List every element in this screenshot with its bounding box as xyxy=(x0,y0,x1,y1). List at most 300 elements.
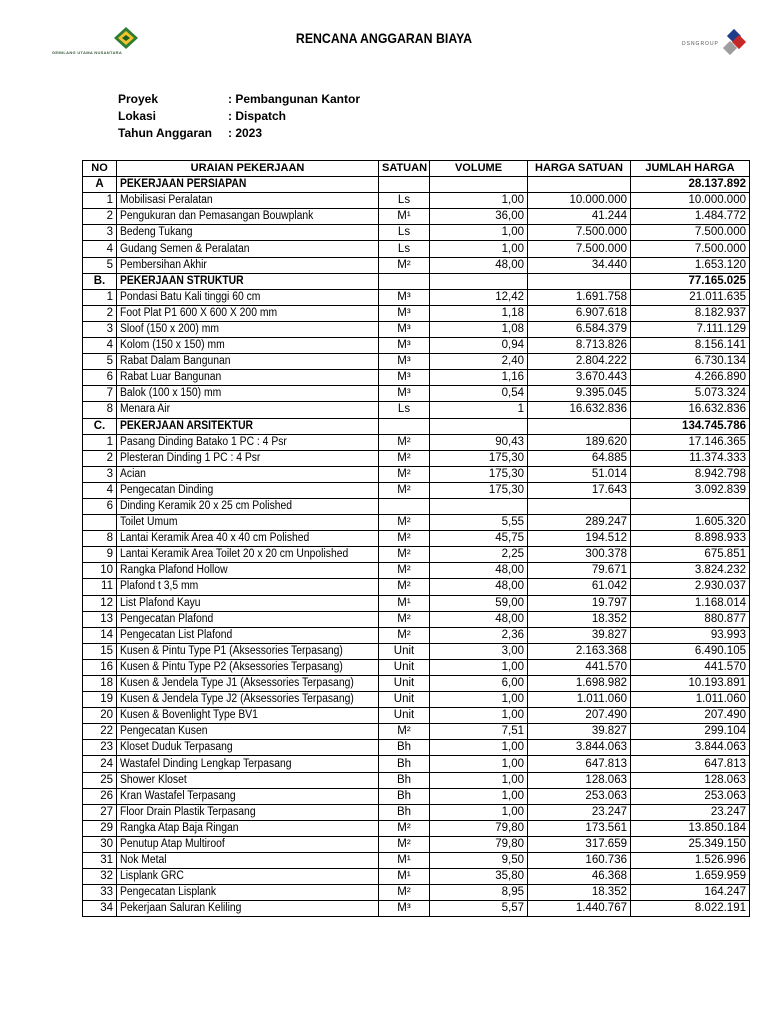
description-text: List Plafond Kayu xyxy=(120,596,201,609)
cell-volume: 1,00 xyxy=(430,804,528,820)
info-row-project xyxy=(118,91,360,108)
table-row xyxy=(83,531,750,547)
info-row-year xyxy=(118,125,360,142)
cell-no: 12 xyxy=(83,595,117,611)
cell-no: 29 xyxy=(83,820,117,836)
cell-total-price: 4.266.890 xyxy=(631,370,750,386)
cell-unit-price: 289.247 xyxy=(528,515,631,531)
cell-total-price: 3.824.232 xyxy=(631,563,750,579)
info-value: : Pembangunan Kantor xyxy=(228,92,361,106)
cell-volume xyxy=(430,418,528,434)
cell-unit-price: 1.691.758 xyxy=(528,289,631,305)
cell-no: 1 xyxy=(83,193,117,209)
budget-table xyxy=(82,160,750,917)
cell-unit-price: 1.698.982 xyxy=(528,676,631,692)
cell-unit-price: 207.490 xyxy=(528,708,631,724)
cell-unit-price: 41.244 xyxy=(528,209,631,225)
cell-volume: 48,00 xyxy=(430,257,528,273)
table-row xyxy=(83,370,750,386)
cell-total-price: 1.526.996 xyxy=(631,853,750,869)
cell-volume: 1,18 xyxy=(430,305,528,321)
description-text: Rangka Atap Baja Ringan xyxy=(120,821,239,834)
cell-description xyxy=(117,498,379,514)
table-row xyxy=(83,225,750,241)
cell-no: 1 xyxy=(83,289,117,305)
cell-volume: 90,43 xyxy=(430,434,528,450)
cell-total-price: 253.063 xyxy=(631,788,750,804)
table-row xyxy=(83,515,750,531)
description-text: Kloset Duduk Terpasang xyxy=(120,741,233,754)
cell-description xyxy=(117,885,379,901)
description-text: Kusen & Jendela Type J1 (Aksessories Terpasang) xyxy=(120,677,354,690)
cell-no: A xyxy=(83,177,117,193)
cell-description xyxy=(117,627,379,643)
cell-unit-price: 64.885 xyxy=(528,450,631,466)
cell-no: 7 xyxy=(83,386,117,402)
cell-unit-price: 173.561 xyxy=(528,820,631,836)
cell-unit: Ls xyxy=(379,402,430,418)
section-row xyxy=(83,273,750,289)
cell-description xyxy=(117,338,379,354)
cell-total-price: 10.193.891 xyxy=(631,676,750,692)
cell-volume: 1,00 xyxy=(430,788,528,804)
cell-unit-price: 253.063 xyxy=(528,788,631,804)
cell-description xyxy=(117,402,379,418)
cell-total-price: 2.930.037 xyxy=(631,579,750,595)
cell-total-price: 880.877 xyxy=(631,611,750,627)
cell-description xyxy=(117,418,379,434)
cell-no: 4 xyxy=(83,338,117,354)
cell-unit: M¹ xyxy=(379,869,430,885)
cell-unit: Ls xyxy=(379,225,430,241)
cell-volume: 2,40 xyxy=(430,354,528,370)
cell-unit-price: 3.844.063 xyxy=(528,740,631,756)
cell-unit: Bh xyxy=(379,788,430,804)
cell-total-price: 128.063 xyxy=(631,772,750,788)
column-header-total-price: JUMLAH HARGA xyxy=(631,161,750,177)
cell-total-price: 1.653.120 xyxy=(631,257,750,273)
cell-unit: M² xyxy=(379,627,430,643)
table-row xyxy=(83,354,750,370)
cell-volume: 1,00 xyxy=(430,708,528,724)
cell-unit: M² xyxy=(379,515,430,531)
cell-volume: 1,16 xyxy=(430,370,528,386)
description-text: Dinding Keramik 20 x 25 cm Polished xyxy=(120,500,293,513)
cell-unit-price: 17.643 xyxy=(528,482,631,498)
table-row xyxy=(83,853,750,869)
cell-unit: M² xyxy=(379,836,430,852)
description-text: Pengecatan Dinding xyxy=(120,483,214,496)
cell-volume: 1,00 xyxy=(430,756,528,772)
cell-description xyxy=(117,659,379,675)
cell-unit-price: 1.440.767 xyxy=(528,901,631,917)
cell-unit: M² xyxy=(379,450,430,466)
cell-no: 5 xyxy=(83,354,117,370)
table-row xyxy=(83,466,750,482)
cell-volume: 3,00 xyxy=(430,643,528,659)
cell-description xyxy=(117,225,379,241)
cell-total-price: 299.104 xyxy=(631,724,750,740)
cell-unit-price: 9.395.045 xyxy=(528,386,631,402)
cell-no: 20 xyxy=(83,708,117,724)
description-text: Toilet Umum xyxy=(120,516,178,529)
table-row xyxy=(83,305,750,321)
cell-volume xyxy=(430,273,528,289)
table-row xyxy=(83,659,750,675)
description-text: PEKERJAAN ARSITEKTUR xyxy=(120,419,254,432)
cell-no: 22 xyxy=(83,724,117,740)
cell-volume: 79,80 xyxy=(430,836,528,852)
cell-total-price: 6.490.105 xyxy=(631,643,750,659)
cell-description xyxy=(117,724,379,740)
cell-description xyxy=(117,305,379,321)
description-text: Penutup Atap Multiroof xyxy=(120,837,225,850)
cell-volume: 2,25 xyxy=(430,547,528,563)
cell-total-price: 21.011.635 xyxy=(631,289,750,305)
cell-no: 19 xyxy=(83,692,117,708)
cell-description xyxy=(117,772,379,788)
cell-no: 13 xyxy=(83,611,117,627)
description-text: Wastafel Dinding Lengkap Terpasang xyxy=(120,757,292,770)
table-row xyxy=(83,756,750,772)
cell-volume: 0,94 xyxy=(430,338,528,354)
cell-volume: 5,55 xyxy=(430,515,528,531)
description-text: Foot Plat P1 600 X 600 X 200 mm xyxy=(120,306,278,319)
cell-unit: M² xyxy=(379,563,430,579)
table-row xyxy=(83,901,750,917)
cell-unit-price: 194.512 xyxy=(528,531,631,547)
cell-unit-price: 6.584.379 xyxy=(528,321,631,337)
cell-unit: M² xyxy=(379,482,430,498)
cell-unit-price: 317.659 xyxy=(528,836,631,852)
cell-unit-price: 2.804.222 xyxy=(528,354,631,370)
description-text: Rabat Dalam Bangunan xyxy=(120,355,231,368)
cell-unit: M¹ xyxy=(379,595,430,611)
info-value: : 2023 xyxy=(228,126,263,140)
cell-total-price: 134.745.786 xyxy=(631,418,750,434)
cell-description xyxy=(117,788,379,804)
cell-unit xyxy=(379,418,430,434)
cell-total-price: 8.942.798 xyxy=(631,466,750,482)
cell-description xyxy=(117,273,379,289)
description-text: Menara Air xyxy=(120,403,171,416)
cell-description xyxy=(117,193,379,209)
cell-unit: M³ xyxy=(379,305,430,321)
cell-volume: 45,75 xyxy=(430,531,528,547)
cell-no: 15 xyxy=(83,643,117,659)
column-header-description: URAIAN PEKERJAAN xyxy=(117,161,379,177)
cell-unit-price: 3.670.443 xyxy=(528,370,631,386)
cell-unit: M³ xyxy=(379,370,430,386)
cell-total-price: 8.898.933 xyxy=(631,531,750,547)
table-row xyxy=(83,338,750,354)
table-row xyxy=(83,289,750,305)
cell-no: 8 xyxy=(83,402,117,418)
cell-unit-price xyxy=(528,418,631,434)
description-text: Mobilisasi Peralatan xyxy=(120,194,213,207)
cell-no: 11 xyxy=(83,579,117,595)
cell-volume: 48,00 xyxy=(430,563,528,579)
description-text: Pengecatan Lisplank xyxy=(120,886,217,899)
cell-unit: M³ xyxy=(379,901,430,917)
cell-description xyxy=(117,611,379,627)
description-text: Pasang Dinding Batako 1 PC : 4 Psr xyxy=(120,435,287,448)
description-text: Kusen & Jendela Type J2 (Aksessories Terpasang) xyxy=(120,693,354,706)
cell-unit: Unit xyxy=(379,676,430,692)
cell-volume: 1,00 xyxy=(430,692,528,708)
table-row xyxy=(83,740,750,756)
cell-description xyxy=(117,869,379,885)
cell-unit-price: 7.500.000 xyxy=(528,225,631,241)
company-logo-right xyxy=(676,28,748,68)
table-row xyxy=(83,724,750,740)
cell-unit-price: 189.620 xyxy=(528,434,631,450)
cell-total-price: 93.993 xyxy=(631,627,750,643)
cell-total-price: 1.011.060 xyxy=(631,692,750,708)
cell-volume: 36,00 xyxy=(430,209,528,225)
cell-unit-price: 19.797 xyxy=(528,595,631,611)
info-label: Lokasi xyxy=(118,109,157,123)
description-text: Pengukuran dan Pemasangan Bouwplank xyxy=(120,210,314,223)
cell-no: 1 xyxy=(83,434,117,450)
cell-total-price: 5.073.324 xyxy=(631,386,750,402)
cell-total-price: 1.605.320 xyxy=(631,515,750,531)
cell-total-price: 8.156.141 xyxy=(631,338,750,354)
cell-volume: 1,00 xyxy=(430,225,528,241)
cell-description xyxy=(117,756,379,772)
cell-unit: M³ xyxy=(379,321,430,337)
cell-volume xyxy=(430,498,528,514)
cell-no: 33 xyxy=(83,885,117,901)
cell-unit: Bh xyxy=(379,772,430,788)
description-text: Pondasi Batu Kali tinggi 60 cm xyxy=(120,290,261,303)
cell-total-price: 8.022.191 xyxy=(631,901,750,917)
cell-unit: M² xyxy=(379,257,430,273)
cell-no: 5 xyxy=(83,257,117,273)
cell-unit: Unit xyxy=(379,659,430,675)
cell-no: 2 xyxy=(83,450,117,466)
cell-unit: M² xyxy=(379,611,430,627)
table-body xyxy=(83,177,750,917)
description-text: Nok Metal xyxy=(120,854,167,867)
cell-unit-price xyxy=(528,498,631,514)
cell-volume: 8,95 xyxy=(430,885,528,901)
cell-volume: 1,08 xyxy=(430,321,528,337)
cell-unit-price: 300.378 xyxy=(528,547,631,563)
cell-total-price: 16.632.836 xyxy=(631,402,750,418)
cell-no: 3 xyxy=(83,225,117,241)
description-text: Sloof (150 x 200) mm xyxy=(120,322,219,335)
cell-no: 2 xyxy=(83,209,117,225)
cell-description xyxy=(117,531,379,547)
table-row xyxy=(83,820,750,836)
cell-total-price: 23.247 xyxy=(631,804,750,820)
cell-volume: 48,00 xyxy=(430,611,528,627)
cell-no: 30 xyxy=(83,836,117,852)
cell-volume: 175,30 xyxy=(430,466,528,482)
cell-unit: M² xyxy=(379,820,430,836)
description-text: Bedeng Tukang xyxy=(120,226,193,239)
cell-no: 6 xyxy=(83,498,117,514)
table-row xyxy=(83,386,750,402)
cell-unit-price: 61.042 xyxy=(528,579,631,595)
cell-description xyxy=(117,370,379,386)
cell-no: 4 xyxy=(83,241,117,257)
cell-unit xyxy=(379,177,430,193)
page-title: RENCANA ANGGARAN BIAYA xyxy=(295,30,473,46)
cell-volume: 1,00 xyxy=(430,241,528,257)
description-text: PEKERJAAN STRUKTUR xyxy=(120,274,244,287)
logo-right-caption: DSNGROUP xyxy=(682,41,719,47)
description-text: PEKERJAAN PERSIAPAN xyxy=(120,178,247,191)
cell-total-price: 7.500.000 xyxy=(631,241,750,257)
cell-total-price: 1.659.959 xyxy=(631,869,750,885)
cell-no: 2 xyxy=(83,305,117,321)
cell-no: 31 xyxy=(83,853,117,869)
description-text: Plesteran Dinding 1 PC : 4 Psr xyxy=(120,451,261,464)
cell-description xyxy=(117,820,379,836)
column-header-volume: VOLUME xyxy=(430,161,528,177)
table-row xyxy=(83,402,750,418)
table-row xyxy=(83,772,750,788)
cell-total-price: 441.570 xyxy=(631,659,750,675)
cell-description xyxy=(117,595,379,611)
table-row xyxy=(83,563,750,579)
cell-unit-price: 46.368 xyxy=(528,869,631,885)
description-text: Shower Kloset xyxy=(120,773,187,786)
cell-description xyxy=(117,563,379,579)
cell-description xyxy=(117,804,379,820)
cell-description xyxy=(117,177,379,193)
cell-volume: 1,00 xyxy=(430,193,528,209)
table-row xyxy=(83,788,750,804)
cell-volume: 1,00 xyxy=(430,772,528,788)
description-text: Balok (100 x 150) mm xyxy=(120,387,222,400)
cell-unit-price: 160.736 xyxy=(528,853,631,869)
cell-description xyxy=(117,836,379,852)
table-row xyxy=(83,676,750,692)
description-text: Pembersihan Akhir xyxy=(120,258,207,271)
description-text: Pekerjaan Saluran Keliling xyxy=(120,902,242,915)
table-header-row xyxy=(83,161,750,177)
cell-total-price: 7.500.000 xyxy=(631,225,750,241)
cell-no: 9 xyxy=(83,547,117,563)
description-text: Lantai Keramik Area Toilet 20 x 20 cm Unpolished xyxy=(120,548,349,561)
cell-unit: Unit xyxy=(379,692,430,708)
description-text: Pengecatan Kusen xyxy=(120,725,208,738)
description-text: Pengecatan Plafond xyxy=(120,612,214,625)
cell-total-price: 7.111.129 xyxy=(631,321,750,337)
cell-no: 16 xyxy=(83,659,117,675)
cell-unit: Bh xyxy=(379,804,430,820)
description-text: Acian xyxy=(120,467,146,480)
cell-description xyxy=(117,643,379,659)
column-header-unit: SATUAN xyxy=(379,161,430,177)
cell-total-price: 10.000.000 xyxy=(631,193,750,209)
cell-unit-price: 16.632.836 xyxy=(528,402,631,418)
cell-unit-price: 79.671 xyxy=(528,563,631,579)
cell-unit: Unit xyxy=(379,708,430,724)
info-label: Proyek xyxy=(118,92,159,106)
cell-unit-price: 18.352 xyxy=(528,885,631,901)
cell-unit xyxy=(379,498,430,514)
cell-description xyxy=(117,354,379,370)
cell-unit: M² xyxy=(379,531,430,547)
cell-volume: 175,30 xyxy=(430,482,528,498)
cell-unit: M² xyxy=(379,885,430,901)
cell-total-price: 1.168.014 xyxy=(631,595,750,611)
cell-unit xyxy=(379,273,430,289)
info-row-location xyxy=(118,108,360,125)
cell-no xyxy=(83,515,117,531)
cell-no: 8 xyxy=(83,531,117,547)
description-text: Kolom (150 x 150) mm xyxy=(120,339,225,352)
cell-volume: 59,00 xyxy=(430,595,528,611)
cell-unit-price: 128.063 xyxy=(528,772,631,788)
cell-unit-price xyxy=(528,273,631,289)
cell-unit: M² xyxy=(379,547,430,563)
cell-description xyxy=(117,547,379,563)
description-text: Kusen & Pintu Type P1 (Aksessories Terpasang) xyxy=(120,644,343,657)
description-text: Gudang Semen & Peralatan xyxy=(120,242,250,255)
cell-unit: M³ xyxy=(379,354,430,370)
cell-unit-price: 39.827 xyxy=(528,627,631,643)
cell-no: 3 xyxy=(83,321,117,337)
cell-total-price: 675.851 xyxy=(631,547,750,563)
cell-total-price: 17.146.365 xyxy=(631,434,750,450)
table-row xyxy=(83,321,750,337)
cell-description xyxy=(117,579,379,595)
info-value: : Dispatch xyxy=(228,109,287,123)
cell-volume: 1,00 xyxy=(430,659,528,675)
cell-volume: 0,54 xyxy=(430,386,528,402)
cell-unit: M² xyxy=(379,434,430,450)
cell-description xyxy=(117,321,379,337)
cell-no: 32 xyxy=(83,869,117,885)
description-text: Rabat Luar Bangunan xyxy=(120,371,222,384)
cell-total-price: 25.349.150 xyxy=(631,836,750,852)
cell-total-price: 11.374.333 xyxy=(631,450,750,466)
cell-no: 18 xyxy=(83,676,117,692)
cell-unit-price: 441.570 xyxy=(528,659,631,675)
cell-description xyxy=(117,289,379,305)
cell-volume: 12,42 xyxy=(430,289,528,305)
cell-description xyxy=(117,209,379,225)
cell-total-price: 6.730.134 xyxy=(631,354,750,370)
cell-description xyxy=(117,434,379,450)
cell-unit-price: 2.163.368 xyxy=(528,643,631,659)
cell-total-price: 207.490 xyxy=(631,708,750,724)
cell-no: B. xyxy=(83,273,117,289)
cell-description xyxy=(117,692,379,708)
description-text: Floor Drain Plastik Terpasang xyxy=(120,805,256,818)
cell-unit: Bh xyxy=(379,740,430,756)
cell-unit: M¹ xyxy=(379,209,430,225)
cell-no: 14 xyxy=(83,627,117,643)
cell-total-price: 3.092.839 xyxy=(631,482,750,498)
cell-volume: 2,36 xyxy=(430,627,528,643)
table-row xyxy=(83,595,750,611)
cell-description xyxy=(117,241,379,257)
cell-unit: Ls xyxy=(379,193,430,209)
description-text: Lantai Keramik Area 40 x 40 cm Polished xyxy=(120,532,310,545)
description-text: Rangka Plafond Hollow xyxy=(120,564,228,577)
cell-unit-price: 7.500.000 xyxy=(528,241,631,257)
cell-description xyxy=(117,676,379,692)
column-header-no: NO xyxy=(83,161,117,177)
cell-description xyxy=(117,515,379,531)
table-row xyxy=(83,450,750,466)
